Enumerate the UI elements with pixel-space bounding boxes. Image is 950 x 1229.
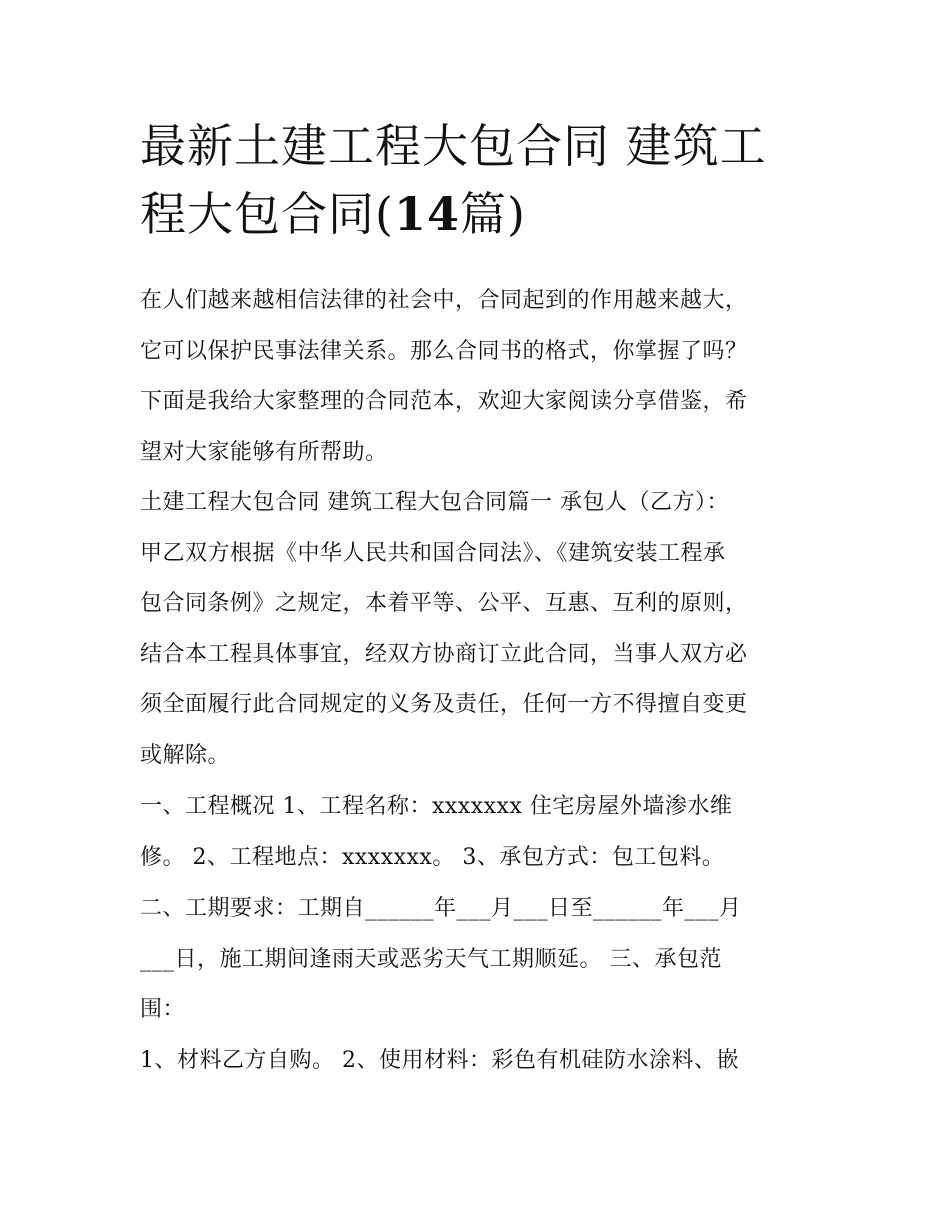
text-line: 结合本工程具体事宜，经双方协商订立此合同，当事人双方必 [140,641,748,667]
title-line-1: 最新土建工程大包合同 建筑工 [140,119,767,173]
text-line: 修。 2、工程地点：xxxxxxx。 3、承包方式：包工包料。 [140,844,725,870]
text-line: 或解除。 [140,742,231,768]
text-line: 在人们越来越相信法律的社会中，合同起到的作用越来越大， [140,288,748,313]
title-line-2 [140,180,820,248]
title-line-2-start: 程大包合同( [140,187,394,241]
document-title [140,112,820,248]
title-line-2-end: 篇) [459,187,526,241]
contract-paragraph [140,478,820,781]
text-line: 它可以保护民事法律关系。那么合同书的格式，你掌握了吗？ [140,338,748,364]
text-line: ___日，施工期间逢雨天或恶劣天气工期顺延。 三、承包范 [140,946,722,972]
text-line: 一、工程概况 1、工程名称：xxxxxxx 住宅房屋外墙渗水维 [140,794,733,819]
text-line: 须全面履行此合同规定的义务及责任，任何一方不得擅自变更 [140,692,748,717]
schedule-paragraph [140,884,820,1036]
text-line: 二、工期要求：工期自______年___月___日至______年___月 [140,896,742,921]
text-line: 1、材料乙方自购。 2、使用材料：彩色有机硅防水涂料、嵌 [140,1048,739,1073]
text-line: 包合同条例》之规定，本着平等、公平、互惠、互利的原则， [140,591,748,616]
text-line: 下面是我给大家整理的合同范本，欢迎大家阅读分享借鉴，希 [140,389,748,414]
text-line: 望对大家能够有所帮助。 [140,439,388,465]
text-line: 土建工程大包合同 建筑工程大包合同篇一 承包人（乙方）： [140,490,729,515]
materials-paragraph [140,1036,820,1087]
intro-paragraph [140,276,820,478]
title-count: 14 [393,187,460,241]
overview-paragraph [140,782,820,883]
text-line: 围： [140,997,186,1022]
text-line: 甲乙双方根据《中华人民共和国合同法》、《建筑安装工程承 [140,540,726,566]
